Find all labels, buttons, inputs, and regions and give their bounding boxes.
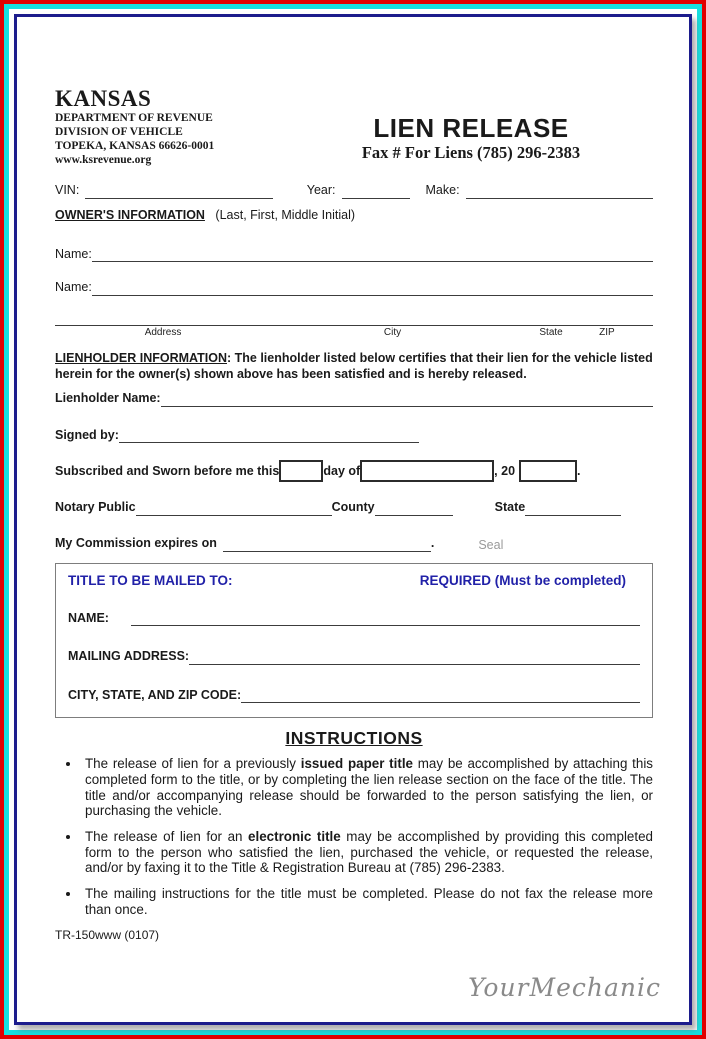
lienholder-statement-text: : The lienholder listed below certifies that their lien for the vehicle listed herein for the owner(s) shown above has been satisfied and is hereby released.	[55, 351, 653, 382]
fax-number-line: Fax # For Liens (785) 296-2383	[361, 143, 581, 162]
sworn-year-box[interactable]	[519, 460, 577, 482]
form-title: LIEN RELEASE	[373, 113, 569, 143]
agency-address-line: TOPEKA, KANSAS 66626-0001	[55, 140, 215, 153]
mail-name-label: NAME:	[68, 610, 109, 625]
vehicle-info-row	[55, 183, 653, 199]
instructions-heading: INSTRUCTIONS	[285, 728, 423, 749]
agency-block	[55, 87, 323, 167]
instructions-list	[55, 756, 653, 917]
commission-label: My Commission expires on	[55, 535, 217, 550]
lienholder-name-label: Lienholder Name:	[55, 391, 161, 406]
owner-name-label-2: Name:	[55, 280, 92, 295]
sworn-row	[55, 460, 653, 482]
signed-by-row	[55, 428, 653, 444]
city-label: City	[383, 327, 402, 339]
instruction-1-bold: issued paper title	[300, 756, 413, 772]
title-mailing-box	[55, 563, 653, 719]
address-sublabels	[55, 326, 653, 341]
seal-label: Seal	[478, 537, 504, 552]
sworn-month-box[interactable]	[360, 460, 494, 482]
signed-by-field[interactable]	[119, 428, 419, 443]
instruction-1-text-post: may be accomplished by attaching this completed form to the title, or by completing the lien release section on the face of the title. The title and/or accompanying release should be forwarded to the person satisfying the lien, or purchasing the vehicle.	[85, 756, 653, 819]
owner-name-label-1: Name:	[55, 246, 92, 261]
instruction-item-1	[81, 756, 653, 819]
mail-city-row	[68, 688, 640, 704]
title-block	[323, 87, 653, 167]
instruction-item-3	[81, 886, 653, 917]
make-label: Make:	[425, 183, 460, 198]
instruction-2-text: The release of lien for an	[85, 829, 249, 845]
agency-name: KANSAS	[55, 86, 152, 111]
lienholder-name-row	[55, 391, 653, 407]
state-label: State	[539, 327, 563, 339]
mail-city-label: CITY, STATE, AND ZIP CODE:	[68, 687, 242, 702]
owner-name-field-1[interactable]	[92, 247, 653, 262]
mail-address-row	[68, 649, 640, 665]
frame-gap	[9, 9, 697, 1030]
sworn-day-of-label: day of	[323, 463, 361, 478]
instructions-heading-row	[55, 728, 653, 749]
instruction-item-2	[81, 829, 653, 876]
owner-name-row-1	[55, 247, 653, 263]
lienholder-statement	[55, 350, 653, 382]
signed-by-label: Signed by:	[55, 427, 119, 442]
vin-label: VIN:	[55, 183, 80, 198]
notary-public-field[interactable]	[136, 501, 332, 516]
form-body	[14, 14, 692, 1025]
commission-date-field[interactable]	[223, 537, 431, 552]
owner-name-field-2[interactable]	[92, 281, 653, 296]
mail-to-title: TITLE TO BE MAILED TO:	[68, 572, 233, 588]
mail-name-field[interactable]	[131, 611, 640, 626]
sworn-period: .	[577, 463, 581, 478]
agency-website: www.ksrevenue.org	[55, 154, 152, 167]
make-field[interactable]	[466, 184, 653, 199]
notary-public-label: Notary Public	[55, 500, 136, 515]
cyan-frame	[4, 4, 702, 1035]
commission-period: .	[430, 535, 435, 550]
notary-county-field[interactable]	[375, 501, 453, 516]
form-header	[55, 87, 653, 167]
instruction-1-text: The release of lien for a previously	[85, 756, 301, 772]
owner-address-field[interactable]	[55, 312, 653, 326]
notary-state-field[interactable]	[525, 501, 621, 516]
instruction-2-text-post: may be accomplished by providing this completed form to the person who satisfied the lien, purchased the vehicle, or requested the release, and/or by faxing it to the Title & Registration Bureau at (785) 296-2383.	[85, 829, 653, 876]
sworn-day-box[interactable]	[279, 460, 323, 482]
sworn-pre-label: Subscribed and Sworn before me this	[55, 463, 280, 478]
yourmechanic-logo: YourMechanic	[468, 973, 661, 1002]
year-label: Year:	[306, 183, 336, 198]
commission-row	[55, 536, 653, 552]
vin-field[interactable]	[85, 184, 272, 199]
address-label: Address	[144, 327, 182, 339]
notary-row	[55, 500, 653, 516]
lienholder-name-field[interactable]	[161, 392, 653, 407]
sworn-year-prefix: , 20	[494, 463, 516, 478]
form-number: TR-150www (0107)	[55, 927, 160, 942]
mailing-box-header	[68, 573, 640, 588]
owner-info-heading: OWNER'S INFORMATION	[55, 207, 205, 222]
mail-address-field[interactable]	[189, 650, 640, 665]
zip-label: ZIP	[599, 327, 615, 339]
agency-division-line: DIVISION OF VEHICLE	[55, 126, 183, 139]
mail-address-label: MAILING ADDRESS:	[68, 649, 190, 664]
owner-info-note: (Last, First, Middle Initial)	[215, 207, 356, 222]
owner-info-heading-row	[55, 206, 653, 224]
instruction-2-bold: electronic title	[248, 829, 341, 845]
owner-name-row-2	[55, 280, 653, 296]
notary-county-label: County	[331, 500, 375, 515]
instruction-3-text: The mailing instructions for the title must be completed. Please do not fax the release more than once.	[85, 886, 653, 917]
mail-city-field[interactable]	[241, 688, 640, 703]
lienholder-heading: LIENHOLDER INFORMATION	[55, 351, 227, 366]
year-field[interactable]	[342, 184, 410, 199]
agency-dept-line: DEPARTMENT OF REVENUE	[55, 112, 213, 125]
mail-to-required-label: REQUIRED (Must be completed)	[419, 572, 626, 588]
notary-state-label: State	[494, 500, 526, 515]
mail-name-row	[68, 611, 640, 627]
